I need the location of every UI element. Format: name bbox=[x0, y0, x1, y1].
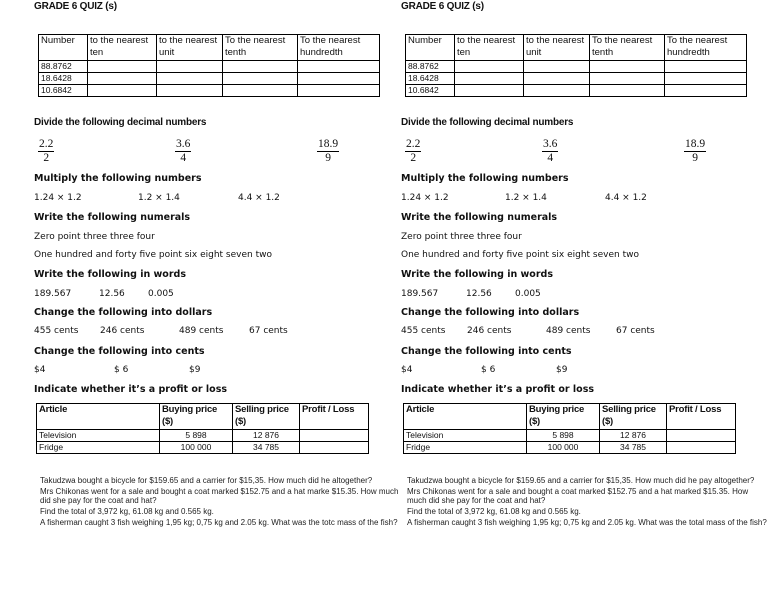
dollars-item: 246 cents bbox=[467, 326, 512, 336]
quiz-title: GRADE 6 QUIZ (s) bbox=[34, 1, 117, 12]
word-problem: A fisherman caught 3 fish weighing 1,95 kg; 0,75 kg and 2.05 kg. What was the total mass of the fish? bbox=[407, 518, 767, 527]
numeral-line: One hundred and forty five point six eight seven two bbox=[401, 250, 639, 260]
multiply-item: 4.4 × 1.2 bbox=[605, 193, 647, 203]
table-row bbox=[39, 85, 380, 97]
word-problems bbox=[40, 476, 402, 529]
answer-cell[interactable] bbox=[300, 442, 369, 454]
answer-cell[interactable] bbox=[590, 73, 665, 85]
profit-table bbox=[403, 403, 736, 454]
number-cell: 88.8762 bbox=[39, 61, 88, 73]
word-problem: Mrs Chikonas went for a sale and bought a coat marked $152.75 and a hat marke $15.35. How much did she pay for the coat and hat? bbox=[40, 487, 399, 505]
dollars-item: 489 cents bbox=[546, 326, 591, 336]
dollars-item: 489 cents bbox=[179, 326, 224, 336]
answer-cell[interactable] bbox=[524, 85, 590, 97]
header-cell: Number bbox=[39, 35, 88, 61]
article-cell: Fridge bbox=[404, 442, 527, 454]
multiply-item: 1.2 × 1.4 bbox=[505, 193, 547, 203]
buying-cell: 100 000 bbox=[527, 442, 600, 454]
profit-table-header bbox=[37, 404, 369, 430]
cents-item: $9 bbox=[189, 365, 201, 375]
multiply-item: 1.2 × 1.4 bbox=[138, 193, 180, 203]
numeral-line: Zero point three three four bbox=[34, 232, 155, 242]
divide-heading: Divide the following decimal numbers bbox=[34, 117, 207, 128]
words-heading: Write the following in words bbox=[34, 269, 186, 280]
buying-cell: 100 000 bbox=[160, 442, 233, 454]
answer-cell[interactable] bbox=[667, 442, 736, 454]
answer-cell[interactable] bbox=[157, 73, 223, 85]
words-item: 12.56 bbox=[466, 289, 492, 299]
word-problem: Find the total of 3,972 kg, 61.08 kg and 0.565 kg. bbox=[407, 507, 581, 516]
header-cell: Buying price ($) bbox=[160, 404, 233, 430]
fraction-numerator: 2.2 bbox=[39, 138, 54, 150]
number-cell: 18.6428 bbox=[406, 73, 455, 85]
fraction bbox=[542, 138, 558, 164]
cents-heading: Change the following into cents bbox=[34, 346, 205, 357]
word-problem: Takudzwa bought a bicycle for $159.65 and a carrier for $15,35. How much did he altogether? bbox=[40, 476, 373, 485]
answer-cell[interactable] bbox=[455, 73, 524, 85]
table-row bbox=[406, 85, 747, 97]
word-problems bbox=[407, 476, 768, 529]
fraction-numerator: 18.9 bbox=[318, 138, 339, 150]
cents-item: $9 bbox=[556, 365, 568, 375]
fraction bbox=[317, 138, 339, 164]
numerals-heading: Write the following numerals bbox=[401, 212, 558, 223]
header-cell: To the nearest tenth bbox=[590, 35, 665, 61]
article-cell: Fridge bbox=[37, 442, 160, 454]
table-row bbox=[406, 73, 747, 85]
word-problem: Mrs Chikonas went for a sale and bought a coat marked $152.75 and a hat marked $15.35. How much did she pay for the coat and hat? bbox=[407, 487, 749, 505]
multiply-heading: Multiply the following numbers bbox=[34, 173, 202, 184]
answer-cell[interactable] bbox=[88, 85, 157, 97]
fraction bbox=[684, 138, 706, 164]
rounding-table bbox=[38, 34, 380, 97]
fraction-denominator: 2 bbox=[410, 152, 417, 164]
article-cell: Television bbox=[37, 430, 160, 442]
words-heading: Write the following in words bbox=[401, 269, 553, 280]
number-cell: 18.6428 bbox=[39, 73, 88, 85]
header-cell: Selling price ($) bbox=[600, 404, 667, 430]
fraction-denominator: 4 bbox=[180, 152, 187, 164]
answer-cell[interactable] bbox=[223, 85, 298, 97]
multiply-item: 1.24 × 1.2 bbox=[34, 193, 82, 203]
fraction-denominator: 4 bbox=[547, 152, 554, 164]
cents-item: $ 6 bbox=[114, 365, 129, 375]
header-cell: Selling price ($) bbox=[233, 404, 300, 430]
number-cell: 88.8762 bbox=[406, 61, 455, 73]
table-row bbox=[37, 442, 369, 454]
answer-cell[interactable] bbox=[88, 61, 157, 73]
dollars-item: 67 cents bbox=[249, 326, 288, 336]
multiply-item: 1.24 × 1.2 bbox=[401, 193, 449, 203]
answer-cell[interactable] bbox=[590, 61, 665, 73]
fraction-numerator: 18.9 bbox=[685, 138, 706, 150]
cents-item: $4 bbox=[34, 365, 46, 375]
fraction-denominator: 2 bbox=[43, 152, 50, 164]
divide-heading: Divide the following decimal numbers bbox=[401, 117, 574, 128]
table-row bbox=[37, 430, 369, 442]
dollars-item: 67 cents bbox=[616, 326, 655, 336]
profit-table-header bbox=[404, 404, 736, 430]
answer-cell[interactable] bbox=[665, 73, 747, 85]
fraction bbox=[38, 138, 54, 164]
header-cell: Profit / Loss bbox=[300, 404, 369, 430]
dollars-heading: Change the following into dollars bbox=[401, 307, 580, 318]
fraction-numerator: 3.6 bbox=[543, 138, 558, 150]
table-row bbox=[404, 442, 736, 454]
answer-cell[interactable] bbox=[223, 61, 298, 73]
answer-cell[interactable] bbox=[667, 430, 736, 442]
fraction-numerator: 3.6 bbox=[176, 138, 191, 150]
table-row bbox=[39, 61, 380, 73]
word-problem: Takudzwa bought a bicycle for $159.65 and a carrier for $15,35. How much did he pay altogether? bbox=[407, 476, 755, 485]
header-cell: Article bbox=[37, 404, 160, 430]
table-row bbox=[404, 430, 736, 442]
selling-cell: 34 785 bbox=[233, 442, 300, 454]
answer-cell[interactable] bbox=[590, 85, 665, 97]
quiz-title: GRADE 6 QUIZ (s) bbox=[401, 1, 484, 12]
words-item: 189.567 bbox=[401, 289, 439, 299]
rounding-table-header bbox=[406, 35, 747, 61]
header-cell: Buying price ($) bbox=[527, 404, 600, 430]
header-cell: To the nearest hundredth bbox=[298, 35, 380, 61]
cents-item: $ 6 bbox=[481, 365, 496, 375]
profit-heading: Indicate whether it’s a profit or loss bbox=[34, 384, 228, 395]
answer-cell[interactable] bbox=[298, 85, 380, 97]
selling-cell: 34 785 bbox=[600, 442, 667, 454]
answer-cell[interactable] bbox=[300, 430, 369, 442]
answer-cell[interactable] bbox=[223, 73, 298, 85]
header-cell: Profit / Loss bbox=[667, 404, 736, 430]
selling-cell: 12 876 bbox=[600, 430, 667, 442]
answer-cell[interactable] bbox=[524, 73, 590, 85]
cents-item: $4 bbox=[401, 365, 413, 375]
header-cell: Article bbox=[404, 404, 527, 430]
profit-heading: Indicate whether it’s a profit or loss bbox=[401, 384, 595, 395]
header-cell: Number bbox=[406, 35, 455, 61]
words-item: 0.005 bbox=[148, 289, 174, 299]
header-cell: to the nearest unit bbox=[157, 35, 223, 61]
answer-cell[interactable] bbox=[88, 73, 157, 85]
words-item: 0.005 bbox=[515, 289, 541, 299]
numerals-heading: Write the following numerals bbox=[34, 212, 191, 223]
dollars-item: 246 cents bbox=[100, 326, 145, 336]
profit-table bbox=[36, 403, 369, 454]
dollars-heading: Change the following into dollars bbox=[34, 307, 213, 318]
fraction bbox=[405, 138, 421, 164]
multiply-item: 4.4 × 1.2 bbox=[238, 193, 280, 203]
selling-cell: 12 876 bbox=[233, 430, 300, 442]
answer-cell[interactable] bbox=[455, 85, 524, 97]
answer-cell[interactable] bbox=[524, 61, 590, 73]
article-cell: Television bbox=[404, 430, 527, 442]
header-cell: to the nearest unit bbox=[524, 35, 590, 61]
table-row bbox=[406, 61, 747, 73]
answer-cell[interactable] bbox=[298, 73, 380, 85]
numeral-line: Zero point three three four bbox=[401, 232, 522, 242]
rounding-table-header bbox=[39, 35, 380, 61]
answer-cell[interactable] bbox=[455, 61, 524, 73]
answer-cell[interactable] bbox=[298, 61, 380, 73]
header-cell: To the nearest tenth bbox=[223, 35, 298, 61]
buying-cell: 5 898 bbox=[527, 430, 600, 442]
fraction-numerator: 2.2 bbox=[406, 138, 421, 150]
word-problem: Find the total of 3,972 kg, 61.08 kg and 0.565 kg. bbox=[40, 507, 214, 516]
dollars-item: 455 cents bbox=[34, 326, 79, 336]
numeral-line: One hundred and forty five point six eight seven two bbox=[34, 250, 272, 260]
cents-heading: Change the following into cents bbox=[401, 346, 572, 357]
answer-cell[interactable] bbox=[157, 85, 223, 97]
words-item: 12.56 bbox=[99, 289, 125, 299]
answer-cell[interactable] bbox=[665, 61, 747, 73]
dollars-item: 455 cents bbox=[401, 326, 446, 336]
answer-cell[interactable] bbox=[665, 85, 747, 97]
header-cell: To the nearest hundredth bbox=[665, 35, 747, 61]
buying-cell: 5 898 bbox=[160, 430, 233, 442]
fraction-denominator: 9 bbox=[692, 152, 698, 164]
words-item: 189.567 bbox=[34, 289, 72, 299]
header-cell: to the nearest ten bbox=[88, 35, 157, 61]
header-cell: to the nearest ten bbox=[455, 35, 524, 61]
word-problem: A fisherman caught 3 fish weighing 1,95 kg; 0,75 kg and 2.05 kg. What was the totc mass of the fish? bbox=[40, 518, 398, 527]
table-row bbox=[39, 73, 380, 85]
fraction-denominator: 9 bbox=[325, 152, 331, 164]
number-cell: 10.6842 bbox=[406, 85, 455, 97]
number-cell: 10.6842 bbox=[39, 85, 88, 97]
fraction bbox=[175, 138, 191, 164]
answer-cell[interactable] bbox=[157, 61, 223, 73]
multiply-heading: Multiply the following numbers bbox=[401, 173, 569, 184]
rounding-table bbox=[405, 34, 747, 97]
